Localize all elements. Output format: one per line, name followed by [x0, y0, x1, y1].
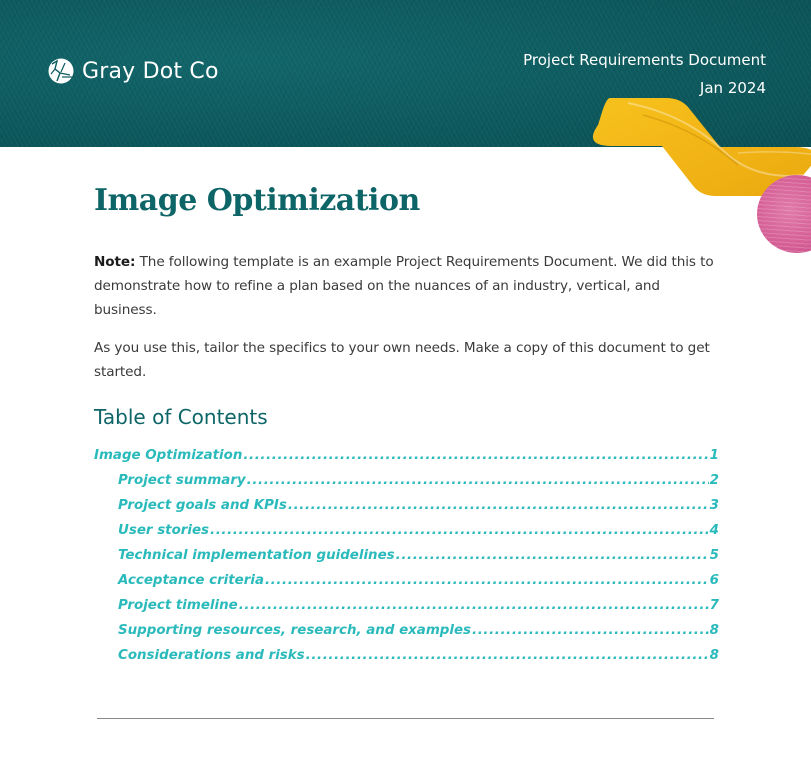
document-type: Project Requirements Document: [523, 51, 766, 69]
toc-item-technical-guidelines[interactable]: [94, 548, 719, 573]
toc-item-page: 6: [709, 573, 719, 588]
toc-leader-dots: [472, 623, 709, 638]
header-banner: [0, 0, 811, 147]
brand-logo: [48, 57, 219, 85]
toc-item-page: 7: [709, 598, 719, 613]
toc-item-label: Project timeline: [118, 598, 238, 613]
document-date: Jan 2024: [699, 79, 766, 97]
footer-divider: [97, 718, 714, 719]
note-text: The following template is an example Project Requirements Document. We did this to demonstrate how to refine a plan based on the nuances of an industry, vertical, and business.: [94, 254, 714, 318]
brand-name: Gray Dot Co: [82, 58, 219, 84]
toc-leader-dots: [306, 648, 709, 663]
toc-heading: Table of Contents: [94, 405, 268, 429]
toc-item-acceptance-criteria[interactable]: [94, 573, 719, 598]
toc-item-label: Supporting resources, research, and examples: [118, 623, 472, 638]
toc-item-page: 4: [709, 523, 719, 538]
toc-item-page: 3: [709, 498, 719, 513]
toc-item-user-stories[interactable]: [94, 523, 719, 548]
toc-item-supporting-resources[interactable]: [94, 623, 719, 648]
gray-dot-co-logo-icon: [48, 58, 74, 84]
note-label: Note:: [94, 254, 136, 270]
toc-item-page: 5: [709, 548, 719, 563]
note-paragraph: [94, 250, 719, 322]
usage-paragraph: As you use this, tailor the specifics to your own needs. Make a copy of this document to get started.: [94, 340, 710, 380]
toc-leader-dots: [247, 473, 709, 488]
toc-item-considerations-risks[interactable]: [94, 648, 719, 673]
toc-leader-dots: [396, 548, 709, 563]
table-of-contents: [94, 448, 719, 673]
toc-item-label: User stories: [118, 523, 210, 538]
pink-paint-circle: [757, 175, 811, 253]
document-meta: [523, 46, 766, 102]
main-content: [94, 178, 719, 673]
page-title: Image Optimization: [94, 183, 420, 218]
toc-item-project-summary[interactable]: [94, 473, 719, 498]
toc-item-project-timeline[interactable]: [94, 598, 719, 623]
toc-leader-dots: [265, 573, 709, 588]
toc-item-label: Technical implementation guidelines: [118, 548, 395, 563]
toc-leader-dots: [210, 523, 709, 538]
toc-leader-dots: [239, 598, 709, 613]
toc-item-label: Project goals and KPIs: [118, 498, 287, 513]
toc-item-label: Considerations and risks: [118, 648, 305, 663]
toc-leader-dots: [288, 498, 709, 513]
toc-item-project-goals[interactable]: [94, 498, 719, 523]
toc-leader-dots: [243, 448, 708, 463]
toc-item-image-optimization[interactable]: [94, 448, 719, 473]
toc-item-page: 2: [709, 473, 719, 488]
toc-item-page: 8: [709, 648, 719, 663]
toc-item-page: 8: [709, 623, 719, 638]
toc-item-label: Project summary: [118, 473, 246, 488]
toc-item-label: Acceptance criteria: [118, 573, 264, 588]
toc-item-page: 1: [709, 448, 719, 463]
toc-item-label: Image Optimization: [94, 448, 243, 463]
